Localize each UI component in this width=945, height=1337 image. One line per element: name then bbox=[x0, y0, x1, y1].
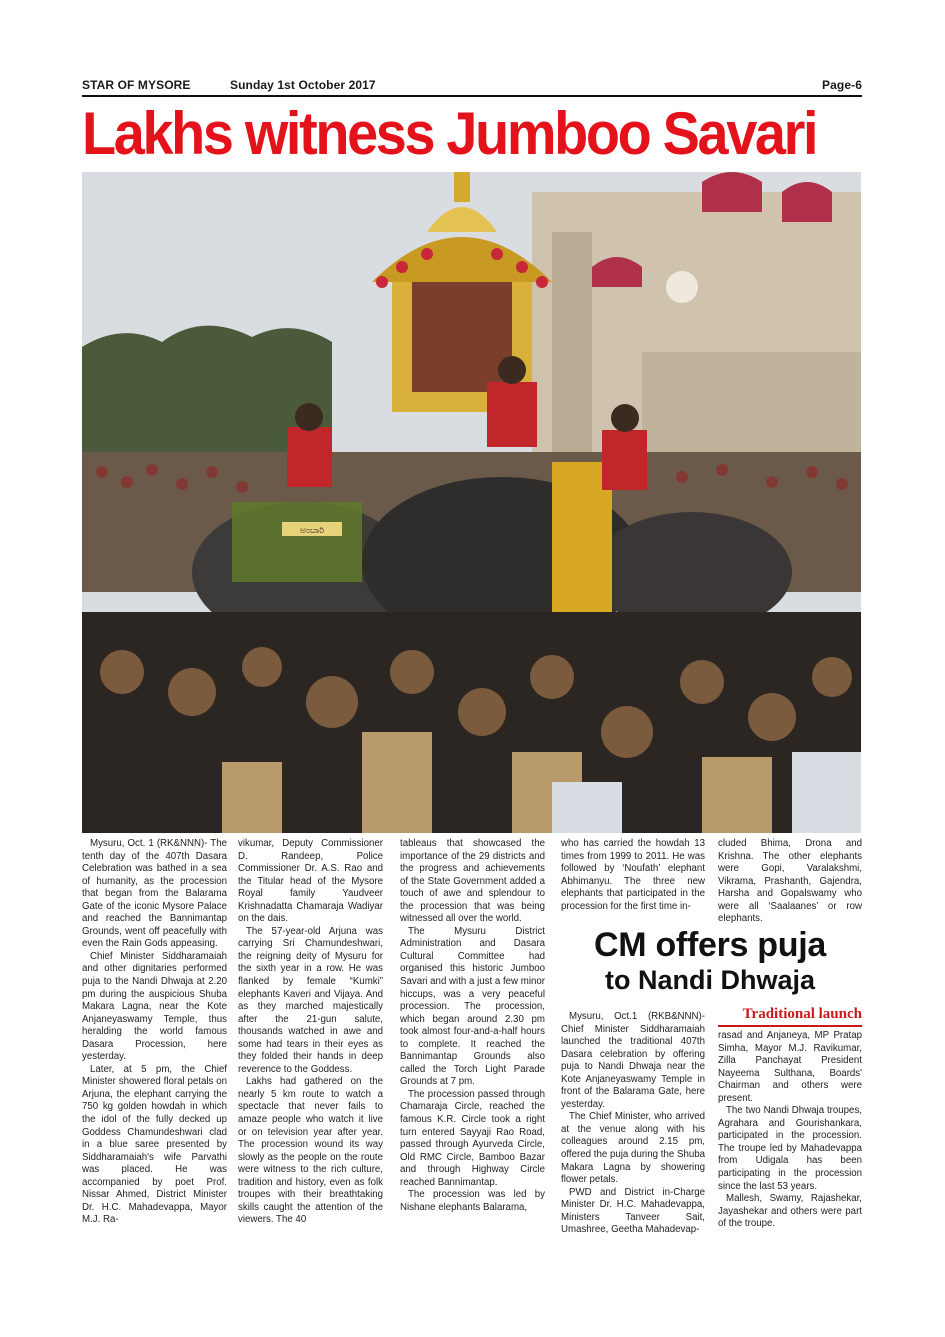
story1-column-1 bbox=[82, 838, 227, 1227]
paragraph: Mysuru, Oct. 1 (RK&NNN)- The tenth day of the 407th Dasara Celebration was bathed in a sea of humanity, as the procession that began from the Balarama Gate of the iconic Mysore Palace and reached the Bannimantap Grounds, went off peacefully with even the Rain Gods appeasing. bbox=[82, 838, 227, 950]
paragraph: The two Nandi Dhwaja troupes, Agrahara and Gourishankara, participated in the procession. The troupe led by Mahadevappa from Udigala has been participating in the procession since the last 53 years. bbox=[718, 1105, 862, 1192]
paragraph: The Chief Minister, who arrived at the venue along with his colleagues around 2.15 pm, offered the puja during the Shuba Makara Lagna by showering flower petals. bbox=[561, 1111, 705, 1186]
paragraph: Mallesh, Swamy, Rajashekar, Jayashekar and others were part of the troupe. bbox=[718, 1193, 862, 1230]
paragraph: The Mysuru District Administration and Dasara Cultural Committee had organised this historic Jumboo Savari and with a just a few minor hiccups, was a very peaceful procession. The procession, which began around 2.30 pm took almost four-and-a-half hours to complete. It reached the Bannimantap Grounds also called the Torch Light Parade Grounds at 7 pm. bbox=[400, 925, 545, 1088]
story2-column-2 bbox=[718, 1030, 862, 1231]
paragraph: tableaus that showcased the importance of the 29 districts and the progress and achievements of the State Government added a touch of awe and splendour to the procession that was being witnessed all over the world. bbox=[400, 838, 545, 925]
story2-headline bbox=[554, 926, 866, 996]
story1-column-5 bbox=[718, 838, 862, 926]
masthead bbox=[82, 78, 862, 94]
page-number: Page-6 bbox=[822, 78, 862, 92]
story2-headline-line1: CM offers puja bbox=[594, 926, 826, 964]
paragraph: PWD and District in-Charge Minister Dr. H.C. Mahadevappa, Ministers Tanveer Sait, Umashree, Geetha Mahadevap- bbox=[561, 1186, 705, 1236]
lead-photo bbox=[82, 172, 861, 833]
paragraph: Mysuru, Oct.1 (RKB&NNN)- Chief Minister Siddharamaiah launched the traditional 407th Dasara celebration by offering puja to Nandi Dhwaja near the Kote Anjaneyaswamy Temple in front of the Balarama Gate, here yesterday. bbox=[561, 1011, 705, 1110]
paragraph: The procession was led by Nishane elephants Balarama, bbox=[400, 1189, 545, 1213]
paragraph: vikumar, Deputy Commissioner D. Randeep, Police Commissioner Dr. A.S. Rao and the Titular head of the Mysore Royal family Yaudveer Krishnadatta Chamaraja Wadiyar on the dais. bbox=[238, 838, 383, 925]
story1-column-2 bbox=[238, 838, 383, 1227]
story2-headline-line2: to Nandi Dhwaja bbox=[604, 965, 815, 995]
paragraph: The 57-year-old Arjuna was carrying Sri Chamundeshwari, the reigning deity of Mysuru for the sixth year in a row. He was flanked by female “Kumki” elephants Kaveri and Vijaya. And as they marched majestically after the 21-gun salute, thousands watched in awe and some had tears in their eyes as they folded their hands in deep reverence to the Goddess. bbox=[238, 925, 383, 1075]
howdah-label: ಅಂಬಾರಿ bbox=[300, 526, 324, 536]
story2-column-1 bbox=[561, 1011, 705, 1237]
issue-date: Sunday 1st October 2017 bbox=[230, 78, 376, 92]
story2-kicker: Traditional launch bbox=[742, 1006, 862, 1022]
paragraph: Lakhs had gathered on the nearly 5 km route to watch a spectacle that never fails to amaze people who watch it live or on television year after year. The procession wound its way slowly as the people on the route were witness to the rich culture, tradition and history, even as folk troupes with their breathtaking skills caught the attention of the viewers. The 40 bbox=[238, 1076, 383, 1226]
paragraph: who has carried the howdah 13 times from 1999 to 2011. He was followed by ‘Noufath’ elephant Abhimanyu. The three new elephants that participated in the procession for the first time in- bbox=[561, 838, 705, 912]
masthead-rule bbox=[82, 95, 862, 97]
paragraph: Chief Minister Siddharamaiah and other dignitaries performed puja to the Nandi Dhwaja at 2.20 pm during the auspicious Shuba Makara Lagna, near the Kote Anjaneyaswamy Temple, thus heralding the world famous Dasara Procession, here yesterday. bbox=[82, 950, 227, 1063]
kicker-rule bbox=[718, 1025, 862, 1027]
newspaper-name: STAR OF MYSORE bbox=[82, 78, 191, 92]
procession-photo-illustration bbox=[82, 172, 861, 833]
paragraph: Later, at 5 pm, the Chief Minister showered floral petals on Arjuna, the elephant carrying the 750 kg golden howdah in which the idol of the fully decked up Goddess Chamundeshwari clad in a blue saree presented by Siddharamaiah's wife Parvathi was placed. He was accompanied by poet Prof. Nissar Ahmed, District Minister Dr. H.C. Mahadevappa, Mayor M.J. Ra- bbox=[82, 1063, 227, 1226]
paragraph: rasad and Anjaneya, MP Pratap Simha, Mayor M.J. Ravikumar, Zilla Panchayat President Nayeema Sulthana, Boards' Chairman and others were present. bbox=[718, 1030, 862, 1104]
paragraph: cluded Bhima, Drona and Krishna. The other elephants were Gopi, Varalakshmi, Vikrama, Prashanth, Gajendra, Harsha and Gopalswamy who were all ‘Saalaanes’ or row elephants. bbox=[718, 838, 862, 925]
paragraph: The procession passed through Chamaraja Circle, reached the famous K.R. Circle took a right turn entered Sayyaji Rao Road, passed through Ayurveda Circle, Old RMC Circle, Bamboo Bazar and through Highway Circle reached Bannimantap. bbox=[400, 1088, 545, 1188]
story1-column-4 bbox=[561, 838, 705, 913]
story1-column-3 bbox=[400, 838, 545, 1214]
main-headline: Lakhs witness Jumboo Savari bbox=[82, 100, 817, 167]
